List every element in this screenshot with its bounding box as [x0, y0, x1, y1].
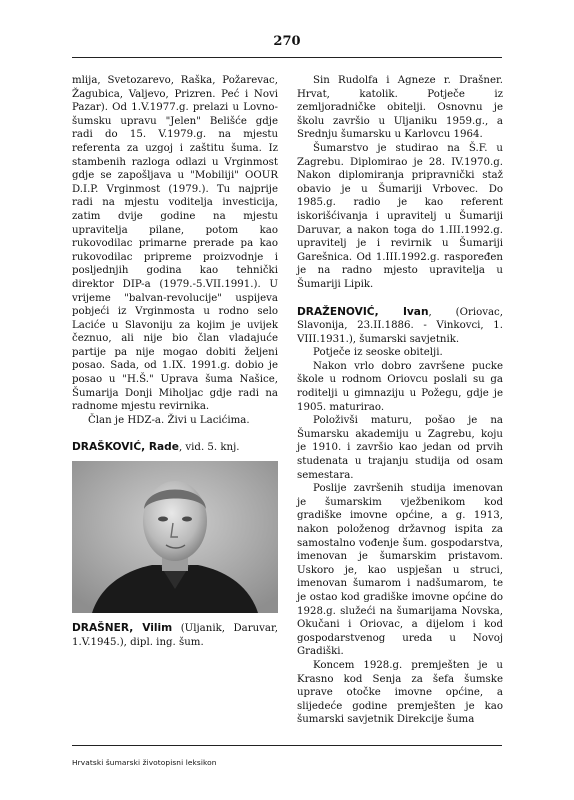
footer-rule: [72, 745, 502, 746]
left-column: [72, 74, 278, 649]
portrait-photo: [72, 461, 278, 613]
drazenovic-paragraph: Položivši maturu, pošao je na Šumarsku akademiju u Zagrebu, koju je 1910. i završio kao jedan od prvih studenata u trajanju studija od osam semestara.: [297, 415, 503, 481]
page-number: 270: [273, 34, 301, 49]
entry-drazenovic: [297, 306, 503, 347]
drazenovic-paragraph: Nakon vrlo dobro završene pucke škole u rodnom Oriovcu poslali su ga roditelji u gimnaziju u Požegu, gdje je 1905. maturirao.: [297, 360, 503, 413]
header-rule: [72, 57, 502, 58]
drasner-paragraph: Sin Rudolfa i Agneze r. Drašner. Hrvat, katolik. Potječe iz zemljoradničke obitelji. Osnovnu je školu završio u Uljaniku 1959.g., a Srednju šumarsku u Karlovcu 1964.: [297, 75, 503, 141]
footer-text: Hrvatski šumarski životopisni leksikon: [72, 758, 217, 767]
biography-continuation: mlija, Svetozarevo, Raška, Požarevac, Žagubica, Valjevo, Prizren. Peć i Novi Pazar). Od 1.V.1977.g. prelazi u Lovno-šumsku upravu "Jelen" Belišće gdje radi do 15. V.1979.g. na mjestu referenta za uzgoj i zaštitu šuma. Iz stambenih razloga odlazi u Vrginmost gdje se zapošljava u "Mobiliji" OOUR D.I.P. Vrginmost (1979.). Tu najprije radi na mjestu voditelja investicija, zatim dvije godine na mjestu upravitelja pilane, potom kao rukovodilac primarne prerade pa kao rukovodilac pripreme proizvodnje i posljednjih godina kao tehnički direktor DIP-a (1979.-5.VII.1991.). U vrijeme "balvan-revolucije" uspijeva pobjeći iz Vrginmosta u rodno selo Laciće u Slavoniju za kojim je uvijek čeznuo, ali nije bio član vladajuće partije pa nije mogao dobiti željeni posao. Sada, od 1.IX. 1991.g. dobio je posao u "H.Š." Uprava šuma Našice, Šumarija Donji Miholjac gdje radi na radnome mjestu revirnika.: [72, 75, 278, 413]
biography-closing: Član je HDZ-a. Živi u Lacićima.: [88, 414, 250, 426]
entry-draskovic-text: , vid. 5. knj.: [178, 442, 240, 454]
entry-drasner: [72, 622, 278, 649]
headword-drazenovic: DRAŽENOVIĆ, Ivan: [297, 305, 429, 318]
drazenovic-paragraph: Potječe iz seoske obitelji.: [313, 347, 443, 359]
headword-draskovic: DRAŠKOVIĆ, Rade: [72, 441, 179, 454]
drazenovic-paragraph: Koncem 1928.g. premješten je u Krasno kod Senja za šefa šumske uprave otočke imovne općine, a slijedeće godine premješten je kao šumarski savjetnik Direkcije šuma: [297, 659, 503, 726]
entry-drasner-text: (Uljanik, Daruvar, 1.V.1945.), dipl. ing. šum.: [72, 623, 278, 648]
right-column: [297, 74, 503, 727]
drazenovic-paragraph: Poslije završenih studija imenovan je šumarskim vježbenikom kod gradiške imovne općine, a g. 1913, nakon položenog državnog ispita za samostalno vođenje šum. gospodarstva, imenovan je šumarskim pristavom. Uskoro je, kao uspješan u struci, imenovan šumarom i nadšumarom, te je ostao kod gradiške imovne općine do 1928.g. služeći na šumarijama Novska, Okučani i Oriovac, a dijelom i kod gospodarstvenog ureda u Novoj Gradiški.: [297, 483, 503, 658]
headword-drasner: DRAŠNER, Vilim: [72, 622, 173, 635]
drasner-paragraph: Šumarstvo je studirao na Š.F. u Zagrebu. Diplomirao je 28. IV.1970.g. Nakon diplomiranja pripravnički staž obavio je u Šumariji Vrbovec. Do 1985.g. radio je kao referent iskorišćivanja i upravitelj u Šumariji Daruvar, a nakon toga do 1.III.1992.g. upravitelj je i revirnik u Šumariji Garešnica. Od 1.III.1992.g. raspoređen je na radno mjesto upravitelja u Šumariji Lipik.: [297, 142, 503, 290]
entry-draskovic: [72, 441, 278, 455]
entry-drazenovic-text: , (Oriovac, Slavonija, 23.II.1886. - Vinkovci, 1. VIII.1931.), šumarski savjetnik.: [297, 306, 504, 345]
